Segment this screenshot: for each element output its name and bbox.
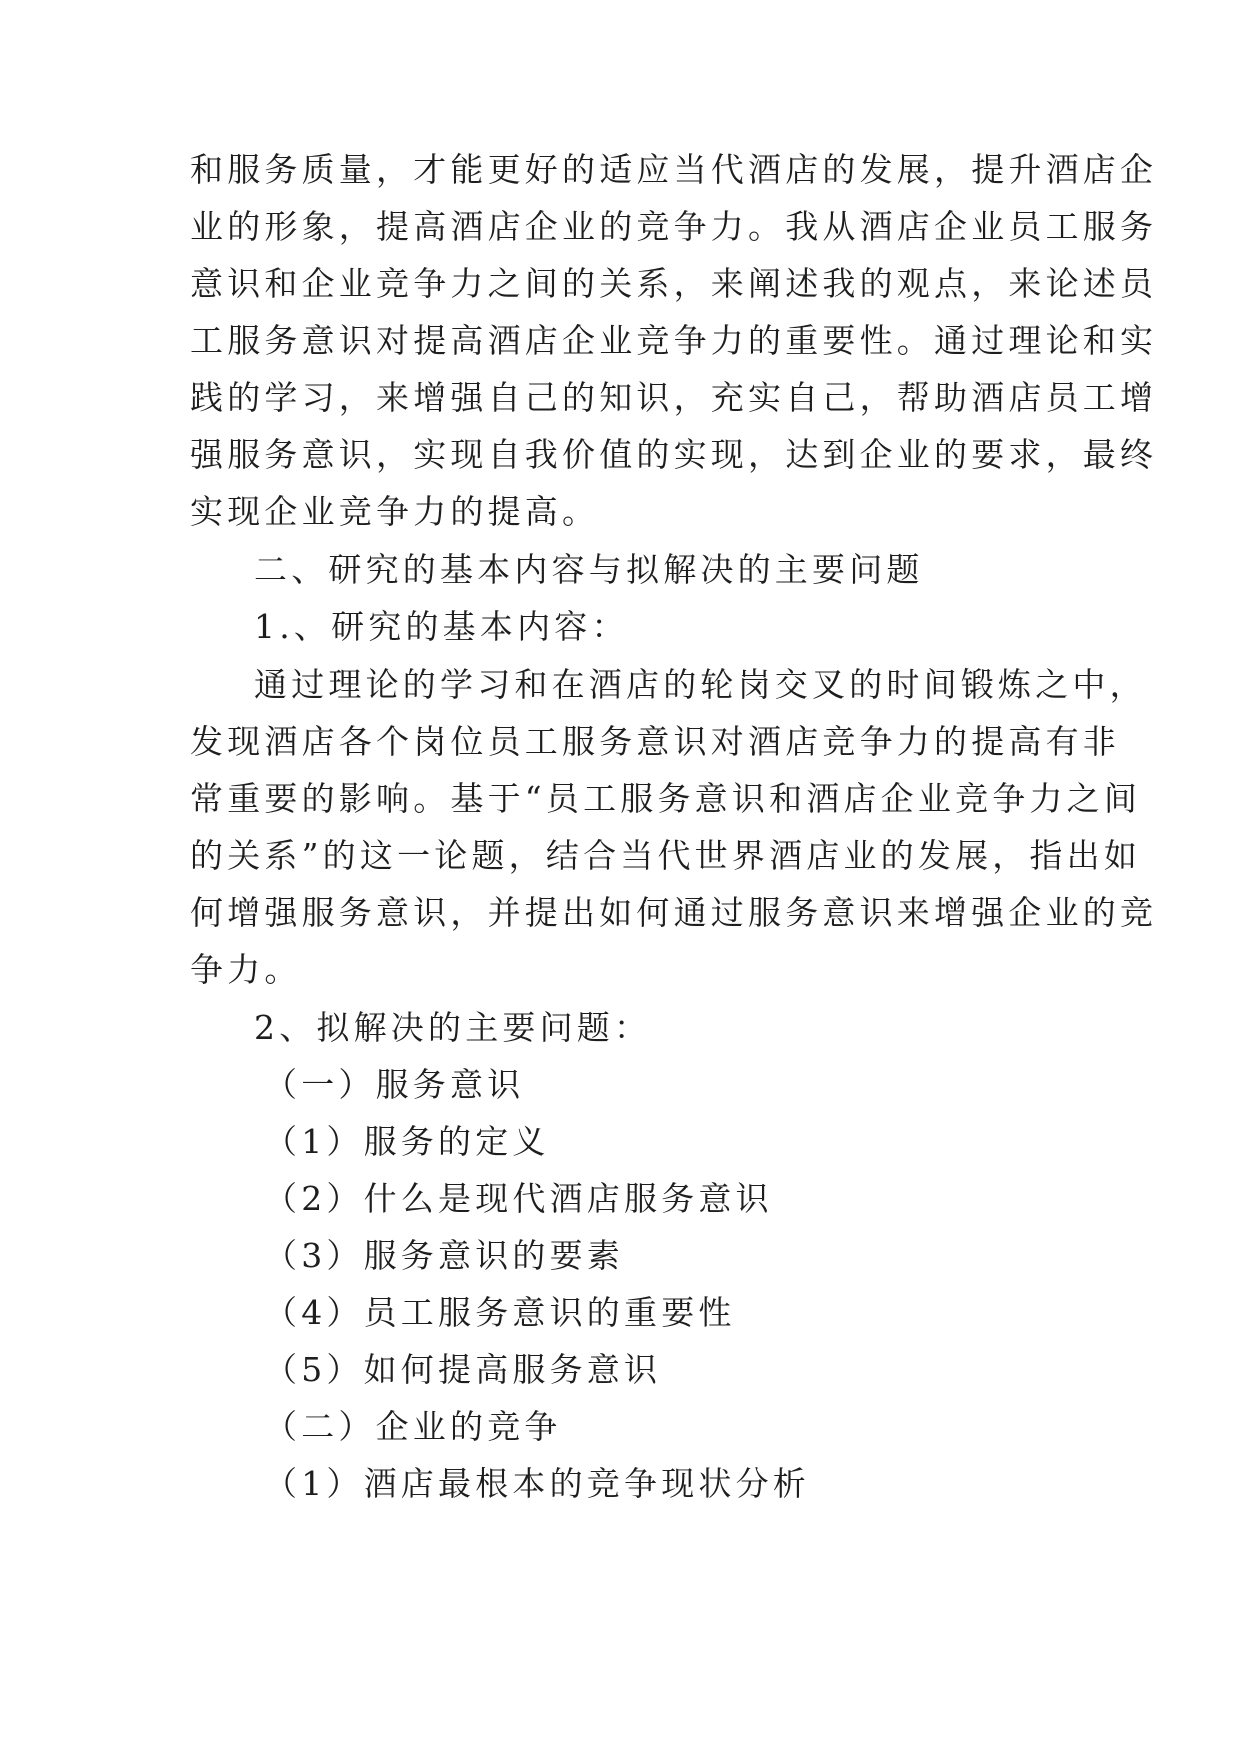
paragraph-line: 争力。 — [190, 950, 302, 989]
outline-item: （1）酒店最根本的竞争现状分析 — [264, 1464, 810, 1503]
paragraph-line: 强服务意识，实现自我价值的实现，达到企业的要求，最终 — [190, 435, 1158, 474]
outline-item: （1）服务的定义 — [264, 1122, 550, 1161]
outline-item: （2）什么是现代酒店服务意识 — [264, 1179, 773, 1218]
outline-item: （一）服务意识 — [264, 1065, 525, 1104]
paragraph-line: 实现企业竞争力的提高。 — [190, 492, 600, 531]
outline-item: （4）员工服务意识的重要性 — [264, 1293, 736, 1332]
paragraph-line: 工服务意识对提高酒店企业竞争力的重要性。通过理论和实 — [190, 321, 1158, 360]
paragraph-line: 和服务质量，才能更好的适应当代酒店的发展，提升酒店企 — [190, 150, 1158, 189]
paragraph-line: 发现酒店各个岗位员工服务意识对酒店竞争力的提高有非 — [190, 722, 1120, 761]
outline-item: （二）企业的竞争 — [264, 1407, 562, 1446]
section-heading: 二、研究的基本内容与拟解决的主要问题 — [254, 550, 924, 589]
paragraph-line: 意识和企业竞争力之间的关系，来阐述我的观点，来论述员 — [190, 264, 1158, 303]
outline-item: （3）服务意识的要素 — [264, 1236, 624, 1275]
subsection-heading: 2、拟解决的主要问题： — [254, 1008, 652, 1047]
subsection-heading: 1.、研究的基本内容： — [254, 607, 629, 646]
paragraph-line: 常重要的影响。基于“员工服务意识和酒店企业竞争力之间 — [190, 779, 1142, 818]
paragraph-line: 的关系”的这一论题，结合当代世界酒店业的发展，指出如 — [190, 836, 1142, 875]
paragraph-line: 践的学习，来增强自己的知识，充实自己，帮助酒店员工增 — [190, 378, 1158, 417]
paragraph-line: 业的形象，提高酒店企业的竞争力。我从酒店企业员工服务 — [190, 207, 1158, 246]
paragraph-line: 何增强服务意识，并提出如何通过服务意识来增强企业的竞 — [190, 893, 1158, 932]
outline-item: （5）如何提高服务意识 — [264, 1350, 662, 1389]
paragraph-line: 通过理论的学习和在酒店的轮岗交叉的时间锻炼之中， — [254, 665, 1147, 704]
